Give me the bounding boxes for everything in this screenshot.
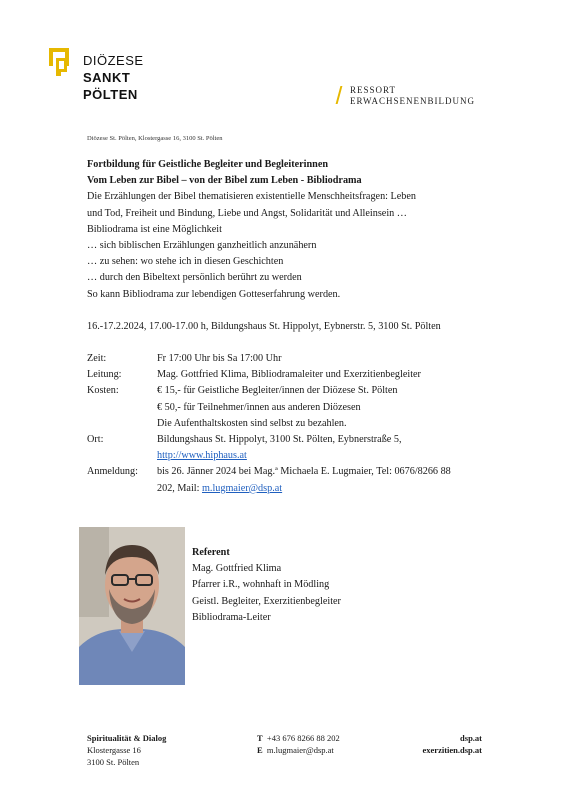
ressort-block — [340, 85, 475, 107]
footer-web1: dsp.at — [460, 733, 482, 743]
referent-photo — [79, 527, 185, 685]
logo-line3: PÖLTEN — [83, 87, 138, 102]
kosten-value-2: € 50,- für Teilnehmer/innen aus anderen Diözesen — [157, 401, 361, 413]
footer-mail: m.lugmaier@dsp.at — [266, 745, 334, 755]
referent-line: Pfarrer i.R., wohnhaft in Mödling — [192, 579, 330, 591]
footer-mail-label: E — [257, 745, 263, 755]
ressort-label: RESSORT — [350, 85, 396, 95]
footer-city: 3100 St. Pölten — [87, 757, 140, 767]
bullet-item: … durch den Bibeltext persönlich berührt zu werden — [87, 272, 302, 284]
letter-body — [87, 157, 487, 497]
kosten-value-3: Die Aufenthaltskosten sind selbst zu bezahlen. — [157, 417, 347, 429]
email-link[interactable]: m.lugmaier@dsp.at — [202, 482, 283, 494]
intro-line1: Die Erzählungen der Bibel thematisieren existentielle Menschheitsfragen: Leben — [87, 191, 416, 203]
leitung-value: Mag. Gottfried Klima, Bibliodramaleiter und Exerzitienbegleiter — [157, 369, 421, 381]
detail-ort — [87, 432, 487, 464]
footer-tel: +43 676 8266 88 202 — [266, 733, 340, 743]
hiphaus-link[interactable]: http://www.hiphaus.at — [157, 450, 247, 462]
ort-value: Bildungshaus St. Hippolyt, 3100 St. Pölten, Eybnerstraße 5, — [157, 434, 402, 446]
intro-line3: Bibliodrama ist eine Möglichkeit — [87, 223, 222, 235]
diocese-logo-text — [83, 52, 144, 103]
detail-kosten — [87, 383, 487, 432]
title-line1: Fortbildung für Geistliche Begleiter und Begleiterinnen — [87, 159, 329, 170]
kosten-label: Kosten: — [87, 385, 119, 397]
ort-label: Ort: — [87, 434, 104, 446]
detail-zeit — [87, 351, 487, 367]
logo-line1: DIÖZESE — [83, 53, 144, 68]
detail-leitung — [87, 367, 487, 383]
bullet-item: … zu sehen: wo stehe ich in diesen Geschichten — [87, 256, 284, 268]
footer-street: Klostergasse 16 — [87, 745, 141, 755]
diocese-logo-icon — [47, 46, 75, 76]
referent-block — [192, 545, 341, 626]
logo-line2: SANKT — [83, 70, 131, 85]
footer-contact — [257, 732, 340, 756]
kosten-value-1: € 15,- für Geistliche Begleiter/innen der Diözese St. Pölten — [157, 385, 398, 397]
ressort-name: ERWACHSENENBILDUNG — [350, 96, 475, 106]
leitung-label: Leitung: — [87, 369, 122, 381]
footer-address — [87, 732, 166, 768]
footer-tel-label: T — [257, 733, 263, 743]
bullet-item: … sich biblischen Erzählungen ganzheitlich anzunähern — [87, 240, 317, 252]
zeit-label: Zeit: — [87, 353, 107, 365]
referent-line: Bibliodrama-Leiter — [192, 611, 271, 623]
anmeldung-value-1: bis 26. Jänner 2024 bei Mag.ª Michaela E. Lugmaier, Tel: 0676/8266 88 — [157, 466, 451, 478]
footer-web2: exerzitien.dsp.at — [422, 745, 482, 755]
anmeldung-label: Anmeldung: — [87, 466, 138, 478]
zeit-value: Fr 17:00 Uhr bis Sa 17:00 Uhr — [157, 353, 282, 365]
referent-heading: Referent — [192, 547, 230, 558]
sender-address: Diözese St. Pölten, Klostergasse 16, 3100 St. Pölten — [87, 135, 223, 142]
footer-org: Spiritualität & Dialog — [87, 733, 167, 743]
title-line2: Vom Leben zur Bibel – von der Bibel zum Leben - Bibliodrama — [87, 175, 362, 187]
anmeldung-value-2: 202, Mail: — [157, 482, 202, 494]
intro-closing: So kann Bibliodrama zur lebendigen Gotteserfahrung werden. — [87, 288, 341, 300]
referent-line: Geistl. Begleiter, Exerzitienbegleiter — [192, 595, 341, 607]
date-line: 16.-17.2.2024, 17.00-17.00 h, Bildungshaus St. Hippolyt, Eybnerstr. 5, 3100 St. Pölten — [87, 320, 441, 332]
intro-line2: und Tod, Freiheit und Bindung, Liebe und Angst, Solidarität und Alleinsein … — [87, 207, 407, 219]
referent-line: Mag. Gottfried Klima — [192, 563, 282, 575]
footer-web — [400, 732, 482, 756]
detail-anmeldung — [87, 464, 487, 496]
